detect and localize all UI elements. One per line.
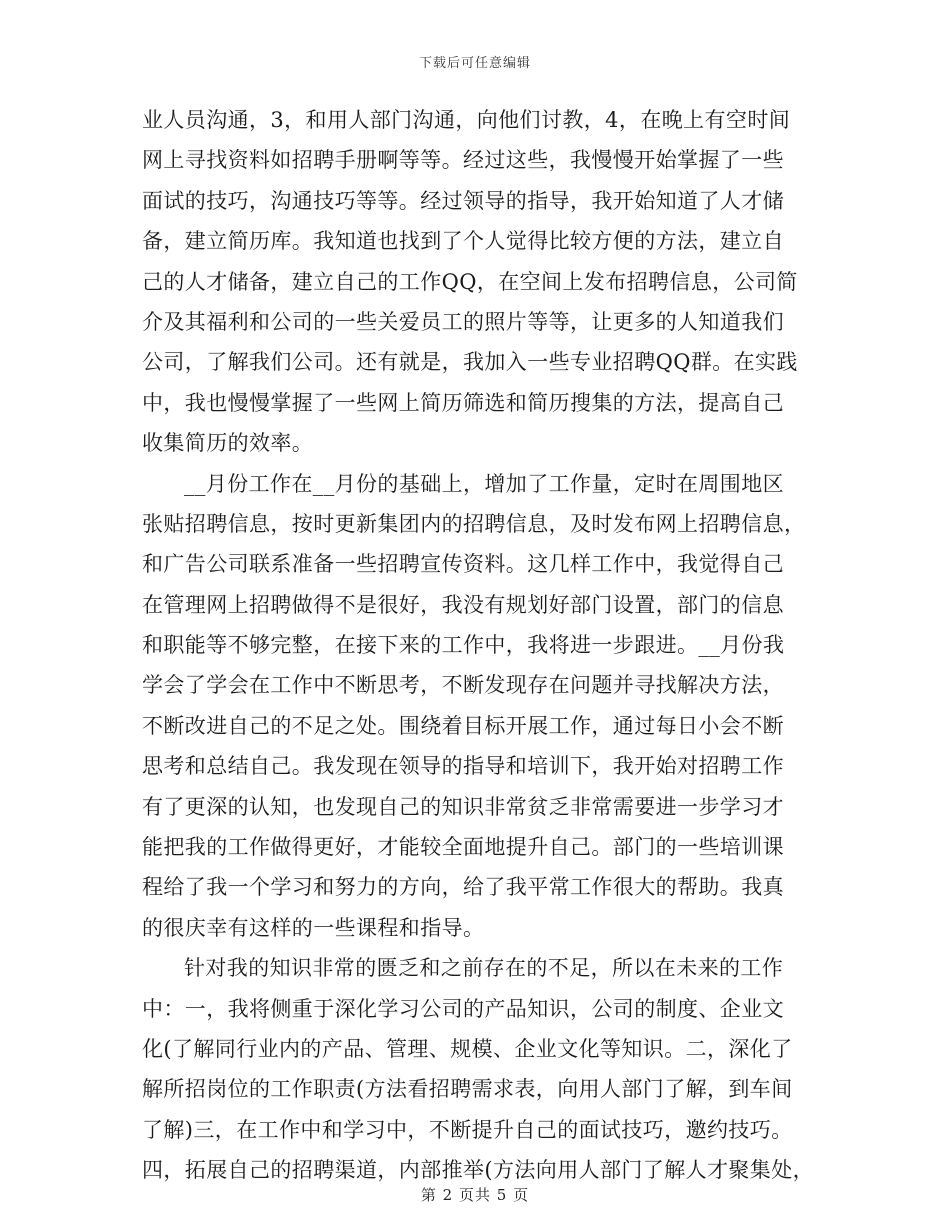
text-line: 中：一，我将侧重于深化学习公司的产品知识，公司的制度、企业文 [142,996,784,1021]
text-line: 备，建立简历库。我知道也找到了个人觉得比较方便的方法，建立自 [142,229,784,254]
text-line: 有了更深的认知，也发现自己的知识非常贫乏非常需要进一步学习才 [142,794,784,819]
text-line: 了解)三，在工作中和学习中，不断提升自己的面试技巧，邀约技巧。 [142,1117,793,1142]
text-line: 网上寻找资料如招聘手册啊等等。经过这些，我慢慢开始掌握了一些 [142,148,784,173]
text-line: 中，我也慢慢掌握了一些网上简历筛选和简历搜集的方法，提高自己 [142,390,784,415]
text-line: 己的人才储备，建立自己的工作QQ，在空间上发布招聘信息，公司简 [142,269,798,294]
text-line: 收集简历的效率。 [142,431,314,456]
page-footer: 第 2 页共 5 页 [420,1186,530,1204]
text-line: 面试的技巧，沟通技巧等等。经过领导的指导，我开始知道了人才储 [142,188,784,213]
text-line: 介及其福利和公司的一些关爱员工的照片等等，让更多的人知道我们 [142,309,784,334]
text-line: 不断改进自己的不足之处。围绕着目标开展工作，通过每日小会不断 [142,713,784,738]
text-line: 在管理网上招聘做得不是很好，我没有规划好部门设置，部门的信息 [142,592,784,617]
paragraph-start-line: 针对我的知识非常的匮乏和之前存在的不足，所以在未来的工作 [184,956,784,981]
text-line: 解所招岗位的工作职责(方法看招聘需求表，向用人部门了解，到车间 [142,1077,793,1102]
text-line: 学会了学会在工作中不断思考，不断发现存在问题并寻找解决方法， [142,673,784,698]
text-line: 公司，了解我们公司。还有就是，我加入一些专业招聘QQ群。在实践 [142,350,798,375]
page-header: 下载后可任意编辑 [418,56,531,71]
text-line: 化(了解同行业内的产品、管理、规模、企业文化等知识。二，深化了 [142,1036,793,1061]
text-line: 和广告公司联系准备一些招聘宣传资料。这几样工作中，我觉得自己 [142,552,784,577]
text-line: 能把我的工作做得更好，才能较全面地提升自己。部门的一些培训课 [142,835,784,860]
text-line: 程给了我一个学习和努力的方向，给了我平常工作很大的帮助。我真 [142,875,784,900]
text-line: 思考和总结自己。我发现在领导的指导和培训下，我开始对招聘工作 [142,754,784,779]
text-line: 张贴招聘信息，按时更新集团内的招聘信息，及时发布网上招聘信息， [142,511,806,536]
text-line: 的很庆幸有这样的一些课程和指导。 [142,915,485,940]
body-text [142,100,832,1191]
text-line: 业人员沟通，3，和用人部门沟通，向他们讨教，4，在晚上有空时间 [142,108,791,132]
text-line: 四，拓展自己的招聘渠道，内部推举(方法向用人部门了解人才聚集处， [142,1158,814,1183]
text-line: 和职能等不够完整，在接下来的工作中，我将进一步跟进。__月份我 [142,633,785,658]
paragraph-start-line: __月份工作在__月份的基础上，增加了工作量，定时在周围地区 [184,471,784,496]
